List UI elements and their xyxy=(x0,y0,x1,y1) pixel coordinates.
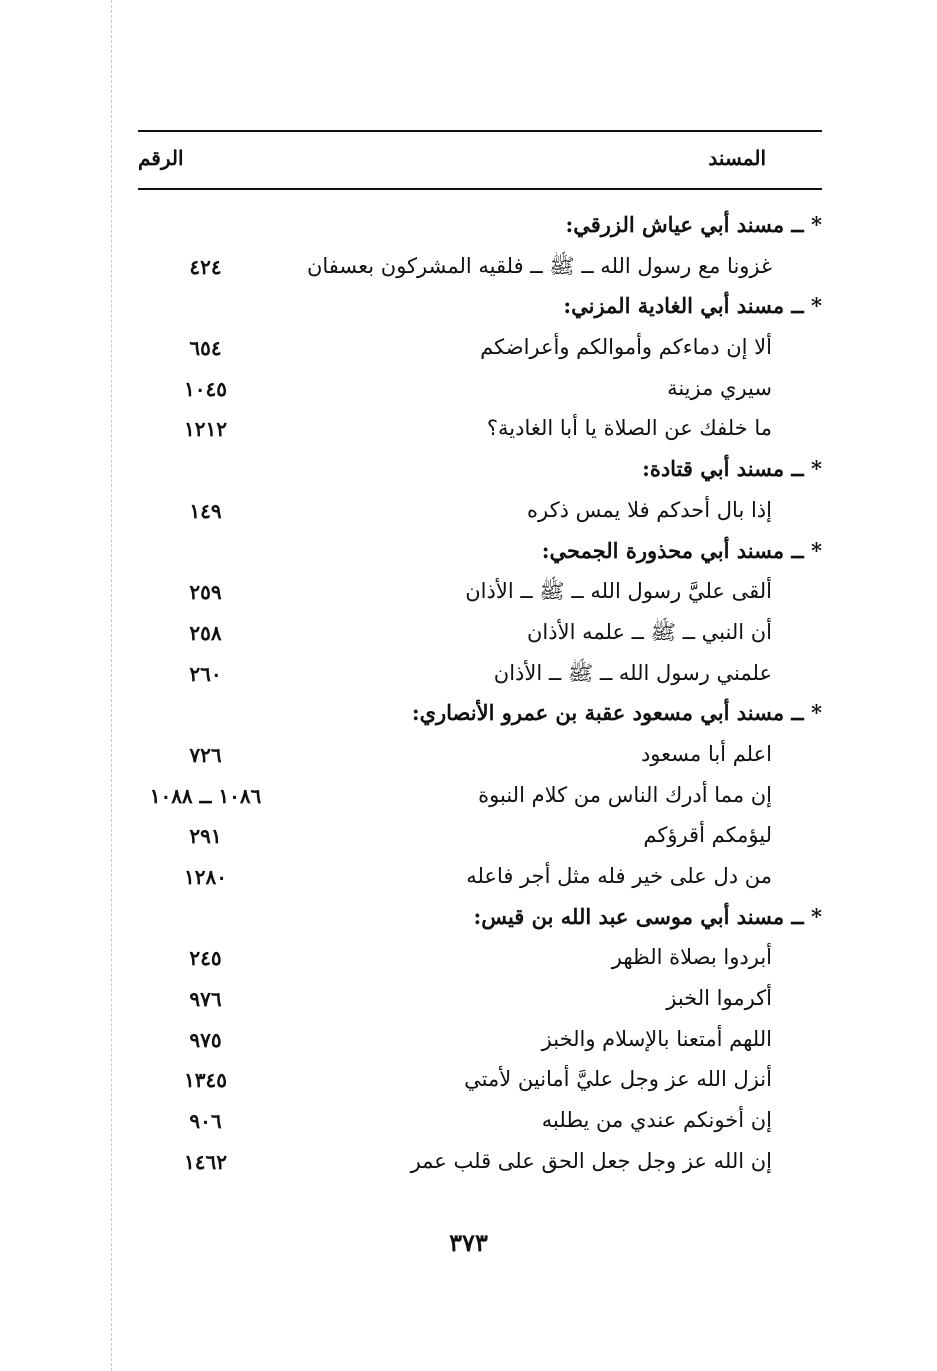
hadith-entry-text: علمني رسول الله ــ ﷺ ــ الأذان xyxy=(493,660,772,685)
hadith-entry-text: غزونا مع رسول الله ــ ﷺ ــ فلقيه المشركون بعسفان xyxy=(306,253,772,278)
hadith-entry-row xyxy=(138,979,822,1020)
hadith-entry-row xyxy=(138,1020,822,1061)
hadith-entry-text: أبردوا بصلاة الظهر xyxy=(611,945,772,970)
hadith-entry-text: ألقى عليَّ رسول الله ــ ﷺ ــ الأذان xyxy=(465,579,772,604)
hadith-entry-text: ليؤمكم أقرؤكم xyxy=(643,823,772,848)
hadith-number: ١٢٨٠ xyxy=(184,865,227,889)
hadith-entry-row xyxy=(138,776,822,817)
hadith-entry-row xyxy=(138,857,822,898)
hadith-number: ٩٧٥ xyxy=(189,1027,222,1052)
hadith-entry-row xyxy=(138,491,822,532)
hadith-entry-text: إن مما أدرك الناس من كلام النبوة xyxy=(478,782,772,807)
hadith-entry-row xyxy=(138,247,822,288)
hadith-entry-text: أنزل الله عز وجل عليَّ أمانين لأمتي xyxy=(464,1067,772,1092)
hadith-number: ١٤٩ xyxy=(189,498,222,523)
table-header xyxy=(138,132,822,188)
hadith-entry-text: إن أخونكم عندي من يطلبه xyxy=(541,1108,772,1133)
hadith-entry-text: سيري مزينة xyxy=(667,375,772,400)
hadith-number: ٦٥٤ xyxy=(189,336,222,361)
hadith-number: ٩٠٦ xyxy=(189,1109,222,1134)
hadith-entry-text: ما خلفك عن الصلاة يا أبا الغادية؟ xyxy=(486,416,772,441)
hadith-number: ٢٥٨ xyxy=(189,620,222,645)
hadith-entry-text: من دل على خير فله مثل أجر فاعله xyxy=(466,864,772,888)
section-heading-row xyxy=(138,532,822,573)
hadith-number: ١٢١٢ xyxy=(184,417,227,442)
hadith-number: ٤٢٤ xyxy=(189,254,222,279)
section-heading-row xyxy=(138,694,822,735)
hadith-entry-row xyxy=(138,654,822,695)
section-heading-text: * ــ مسند أبي الغادية المزني: xyxy=(563,293,822,319)
hadith-number: ٢٥٩ xyxy=(189,580,222,605)
hadith-entry-row xyxy=(138,572,822,613)
hadith-entry-row xyxy=(138,938,822,979)
hadith-entry-row xyxy=(138,613,822,654)
hadith-number: ٢٩١ xyxy=(189,824,222,849)
page-number: ٣٧٣ xyxy=(449,1228,488,1257)
hadith-number: ١٠٨٦ ــ ١٠٨٨ xyxy=(149,783,262,808)
section-heading-text: * ــ مسند أبي موسى عبد الله بن قيس: xyxy=(473,903,822,929)
section-heading-text: * ــ مسند أبي مسعود عقبة بن عمرو الأنصاري: xyxy=(411,700,822,726)
hadith-entry-text: اعلم أبا مسعود xyxy=(640,741,772,766)
hadith-number: ١٤٦٢ xyxy=(184,1149,227,1174)
hadith-entry-row xyxy=(138,1101,822,1142)
hadith-entry-text: إذا بال أحدكم فلا يمس ذكره xyxy=(527,497,772,522)
section-heading-row xyxy=(138,898,822,939)
section-heading-text: * ــ مسند أبي عياش الزرقي: xyxy=(565,212,822,237)
hadith-entry-text: ألا إن دماءكم وأموالكم وأعراضكم xyxy=(480,335,772,360)
hadith-entry-text: اللهم أمتعنا بالإسلام والخبز xyxy=(541,1026,772,1051)
header-number-label: الرقم xyxy=(138,146,184,170)
hadith-number: ١٣٤٥ xyxy=(184,1068,227,1093)
hadith-number: ٢٦٠ xyxy=(189,661,222,686)
hadith-entry-text: أن النبي ــ ﷺ ــ علمه الأذان xyxy=(527,619,772,644)
hadith-entry-row xyxy=(138,328,822,369)
binding-gutter-line xyxy=(111,0,112,1371)
index-rows xyxy=(138,190,822,1183)
hadith-entry-row xyxy=(138,1142,822,1183)
hadith-number: ٩٧٦ xyxy=(189,987,222,1012)
index-page xyxy=(138,130,822,1183)
section-heading-row xyxy=(138,450,822,491)
hadith-entry-row xyxy=(138,369,822,410)
hadith-number: ١٠٤٥ xyxy=(184,376,227,401)
hadith-number: ٧٢٦ xyxy=(189,742,222,767)
hadith-entry-row xyxy=(138,1060,822,1101)
section-heading-text: * ــ مسند أبي محذورة الجمحي: xyxy=(541,537,822,563)
section-heading-text: * ــ مسند أبي قتادة: xyxy=(642,456,822,482)
hadith-entry-row xyxy=(138,816,822,857)
hadith-entry-row xyxy=(138,735,822,776)
section-heading-row xyxy=(138,206,822,247)
hadith-number: ٢٤٥ xyxy=(189,946,222,971)
hadith-entry-text: أكرموا الخبز xyxy=(666,986,772,1011)
section-heading-row xyxy=(138,287,822,328)
hadith-entry-row xyxy=(138,409,822,450)
header-musnad-label: المسند xyxy=(708,146,766,170)
hadith-entry-text: إن الله عز وجل جعل الحق على قلب عمر xyxy=(410,1148,772,1173)
